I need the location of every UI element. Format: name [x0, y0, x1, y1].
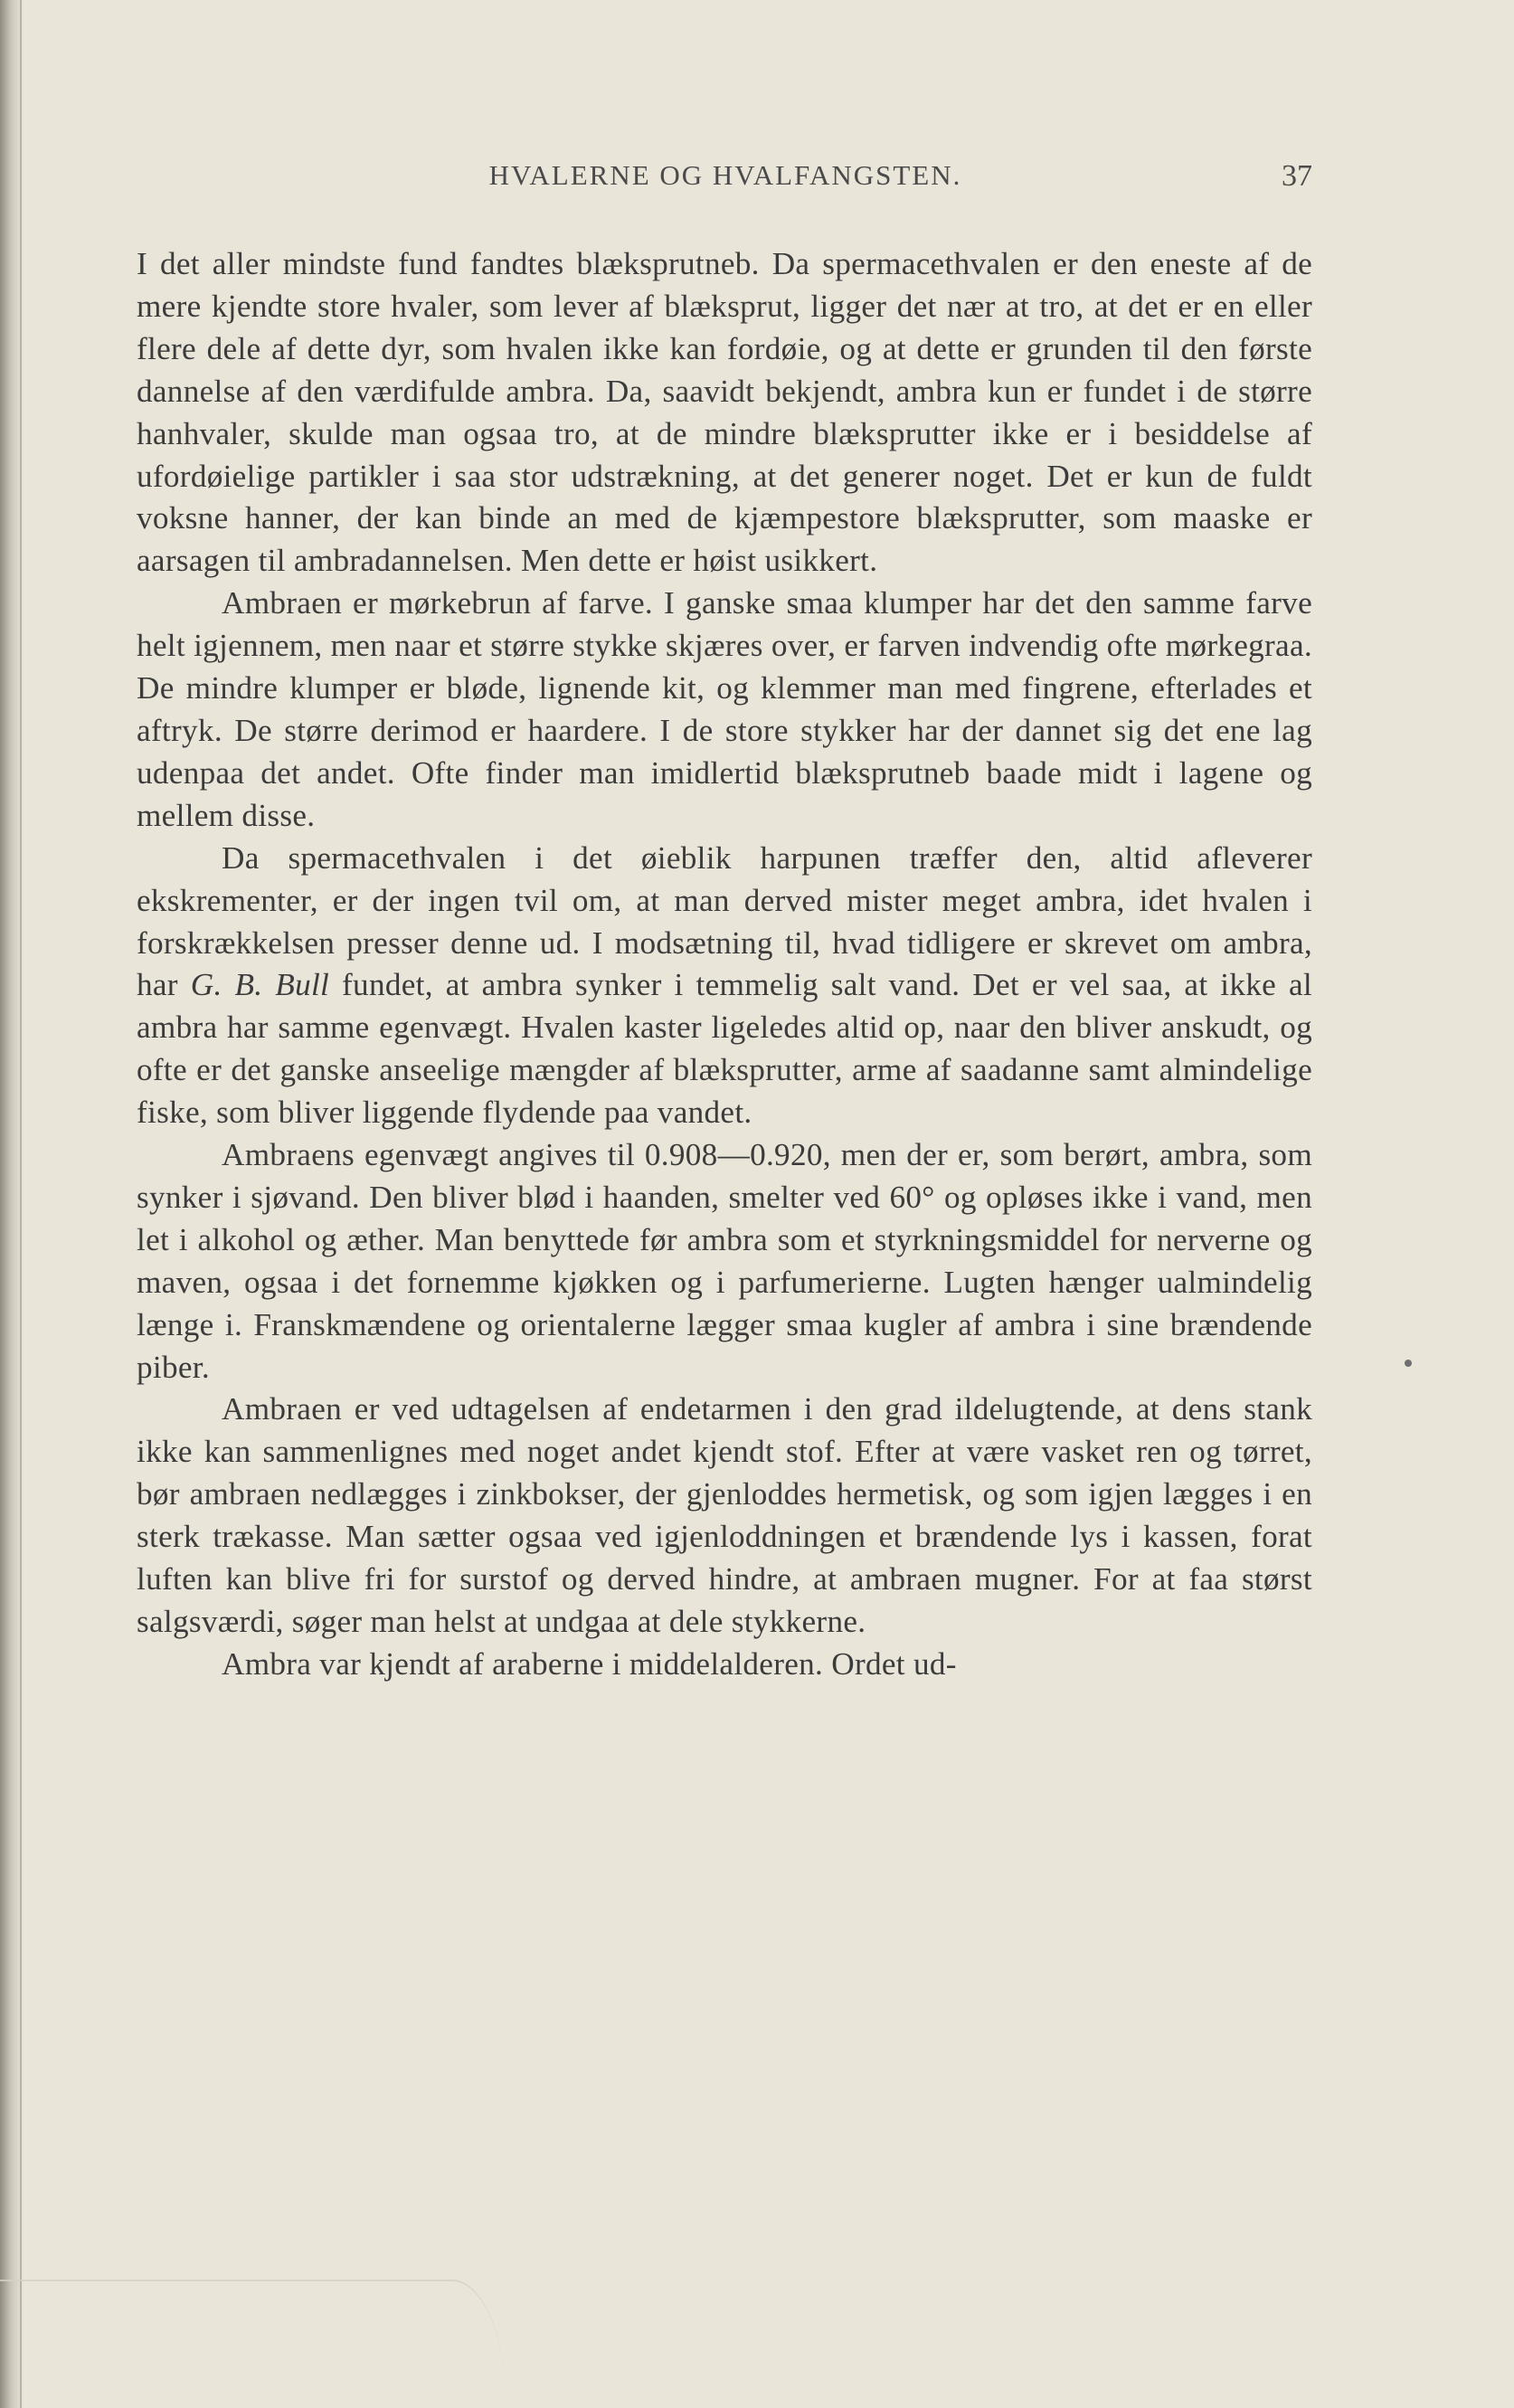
page-header: [138, 159, 1312, 199]
margin-speck: [1405, 1360, 1412, 1367]
paragraph-6: Ambra var kjendt af araberne i middelalderen. Ordet ud-: [222, 1645, 957, 1682]
paragraph-5: Ambraen er ved udtagelsen af endetarmen i den grad ildelugtende, at dens stank ikke kan sammenlignes med noget andet kjendt stof. Efter at være vasket ren og tørret, bør ambraen nedlægges i zinkbokser, der gjenloddes hermetisk, og som igjen lægges i en sterk trækasse. Man sætter ogsaa ved igjenloddningen et brændende lys i kassen, forat luften kan blive fri for surstof og derved hindre, at ambraen mugner. For at faa størst salgsværdi, søger man helst at undgaa at dele stykkerne.: [137, 1391, 1312, 1639]
paragraph-2: Ambraen er mørkebrun af farve. I ganske smaa klumper har det den samme farve helt igjennem, men naar et større stykke skjæres over, er farven indvendig ofte mørkegraa. De mindre klumper er bløde, lignende kit, og klemmer man med fingrene, efterlades et aftryk. De større derimod er haardere. I de store stykker har der dannet sig det ene lag udenpaa det andet. Ofte finder man imidlertid blæksprutneb baade midt i lagene og mellem disse.: [137, 585, 1312, 833]
paragraph-1: I det aller mindste fund fandtes blæksprutneb. Da spermacethvalen er den eneste af de mere kjendte store hvaler, som lever af blæksprut, ligger det nær at tro, at det er en eller flere dele af dette dyr, som hvalen ikke kan fordøie, og at dette er grunden til den første dannelse af den værdifulde ambra. Da, saavidt bekjendt, ambra kun er fundet i de større hanhvaler, skulde man ogsaa tro, at de mindre blæksprutter ikke er i besiddelse af ufordøielige partikler i saa stor udstrækning, at det generer noget. Det er kun de fuldt voksne hanner, der kan binde an med de kjæmpestore blæksprutter, som maaske er aarsagen til ambradannelsen. Men dette er høist usikkert.: [137, 246, 1312, 579]
page-number: 37: [1282, 159, 1312, 193]
author-name: G. B. Bull: [190, 967, 330, 1003]
page-binding-edge: [20, 0, 22, 2408]
paragraph-3: [137, 838, 1312, 1134]
page-corner-curl: [0, 2280, 506, 2408]
running-head: HVALERNE OG HVALFANGSTEN.: [488, 159, 962, 191]
body-text: [137, 243, 1312, 1686]
paragraph-4: Ambraens egenvægt angives til 0.908—0.920, men der er, som berørt, ambra, som synker i sjøvand. Den bliver blød i haanden, smelter ved 60° og opløses ikke i vand, men let i alkohol og æther. Man benyttede før ambra som et styrkningsmiddel for nerverne og maven, ogsaa i det fornemme kjøkken og i parfumerierne. Lugten hænger ualmindelig længe i. Franskmændene og orientalerne lægger smaa kugler af ambra i sine brændende piber.: [137, 1137, 1312, 1385]
paragraph-3-text-after: fundet, at ambra synker i temmelig salt vand. Det er vel saa, at ikke al ambra har samme egenvægt. Hvalen kaster ligeledes altid op, naar den bliver anskudt, og ofte er det ganske anseelige mængder af blæksprutter, arme af saadanne samt almindelige fiske, som bliver liggende flydende paa vandet.: [137, 967, 1313, 1131]
paragraph-3-text-before: Da spermacethvalen i det øieblik harpunen træffer den, altid afleverer ekskrementer, er der ingen tvil om, at man derved mister meget ambra, idet hvalen i forskrækkelsen presser denne ud. I modsætning til, hvad tidligere er skrevet om ambra, har: [137, 839, 1312, 1003]
